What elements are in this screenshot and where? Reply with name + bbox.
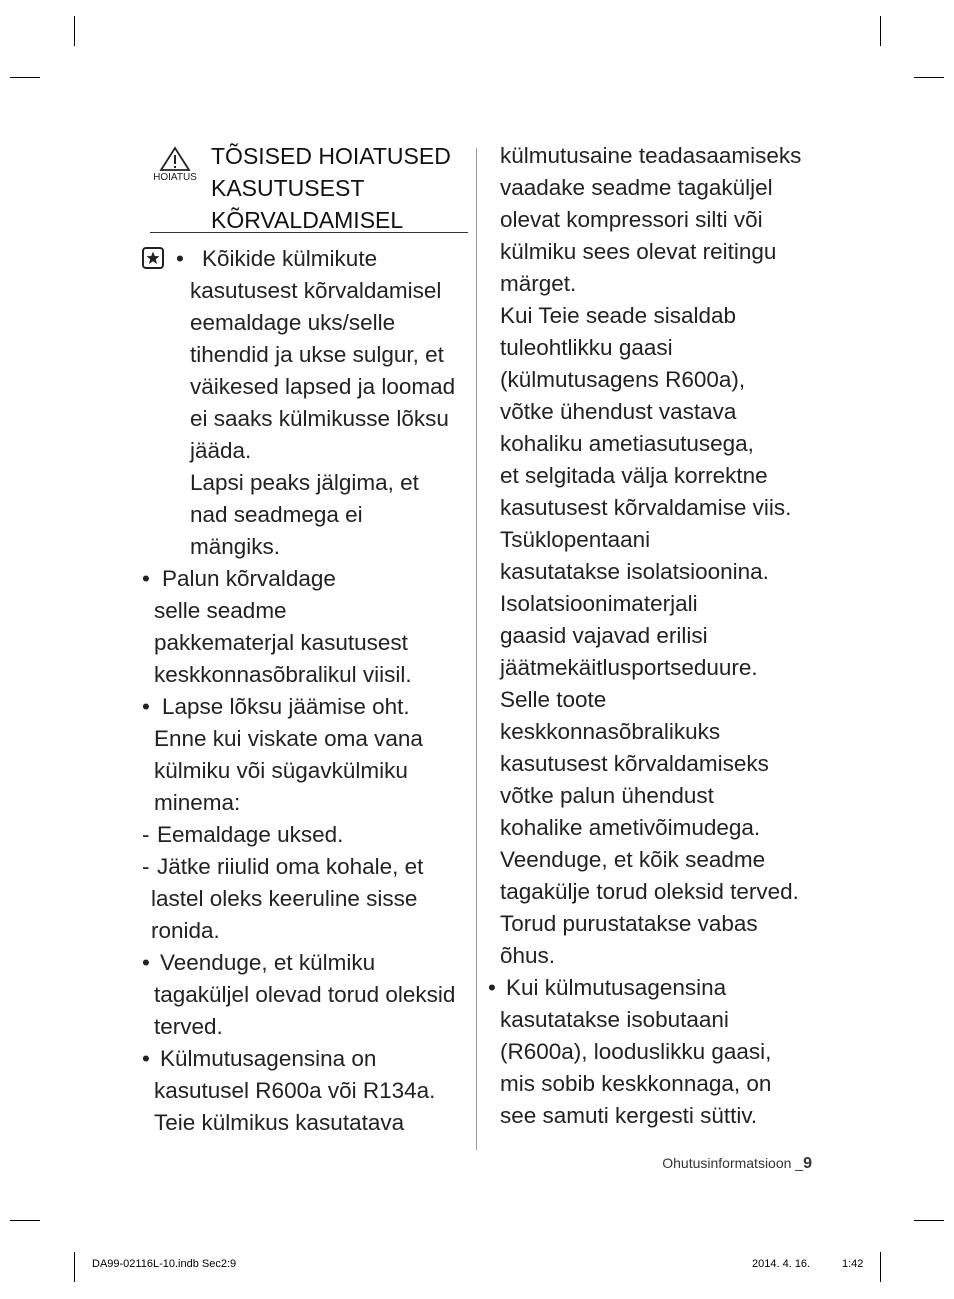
crop-mark	[914, 77, 944, 78]
text-line: Jätke riiulid oma kohale, et	[157, 854, 424, 879]
text-line: keskkonnasõbralikuks	[500, 719, 721, 744]
text-line: tagakülje torud oleksid terved.	[500, 879, 799, 904]
text-line: pakkematerjal kasutusest	[154, 630, 408, 655]
text-line: keskkonnasõbralikul viisil.	[154, 662, 412, 687]
text-line: kasutusest kõrvaldamisel	[190, 278, 442, 303]
dash-item	[142, 819, 468, 851]
text-line: Teie külmikus kasutatava	[154, 1110, 405, 1135]
text-line: Torud purustatakse vabas	[500, 911, 758, 936]
text-line: kohaliku ametiasutusega,	[500, 431, 754, 456]
crop-mark	[914, 1220, 944, 1221]
text-line: nad seadmega ei	[190, 502, 363, 527]
bullet-dot: •	[488, 975, 496, 1000]
text-line: külmiku sees olevat reitingu	[500, 239, 777, 264]
dash-mark: -	[142, 822, 150, 847]
text-line: Palun kõrvaldage	[162, 566, 336, 591]
continuation-paragraph	[500, 140, 830, 972]
crop-mark	[10, 77, 40, 78]
bullet-dot: •	[142, 950, 150, 975]
text-line: selle seadme	[154, 598, 287, 623]
text-line: kasutusest kõrvaldamise viis.	[500, 495, 792, 520]
text-line: terved.	[154, 1014, 223, 1039]
warning-header	[150, 140, 468, 233]
warning-title-line: TÕSISED HOIATUSED	[211, 143, 451, 169]
text-line: võtke ühendust vastava	[500, 399, 737, 424]
text-line: gaasid vajavad erilisi	[500, 623, 708, 648]
footer-section: Ohutusinformatsioon _	[662, 1155, 804, 1171]
crop-mark	[880, 16, 881, 46]
page-number: 9	[803, 1155, 812, 1172]
text-line: õhus.	[500, 943, 556, 968]
dash-mark: -	[142, 854, 150, 879]
text-line: eemaldage uks/selle	[190, 310, 396, 335]
text-line: Lapsi peaks jälgima, et	[190, 470, 419, 495]
text-line: väikesed lapsed ja loomad	[190, 374, 456, 399]
text-line: olevat kompressori silti või	[500, 207, 763, 232]
text-line: Veenduge, et kõik seadme	[500, 847, 766, 872]
text-line: võtke palun ühendust	[500, 783, 714, 808]
page-footer	[662, 1155, 812, 1173]
text-line: kohalike ametivõimudega.	[500, 815, 761, 840]
bullet-dot: •	[176, 246, 184, 271]
text-line: kasutatakse isolatsioonina.	[500, 559, 769, 584]
text-line: jääda.	[190, 438, 252, 463]
text-line: tagaküljel olevad torud oleksid	[154, 982, 456, 1007]
text-line: Külmutusagensina on	[160, 1046, 377, 1071]
text-line: mängiks.	[190, 534, 281, 559]
text-line: Kui Teie seade sisaldab	[500, 303, 736, 328]
text-line: kasutatakse isobutaani	[500, 1007, 729, 1032]
bullet-item	[142, 563, 468, 691]
bullet-item	[488, 972, 830, 1132]
text-line: ronida.	[151, 918, 220, 943]
text-line: et selgitada välja korrektne	[500, 463, 768, 488]
text-line: külmutusaine teadasaamiseks	[500, 143, 802, 168]
text-line: minema:	[154, 790, 241, 815]
slug-time: 1:42	[842, 1258, 864, 1270]
text-line: tuleohtlikku gaasi	[500, 335, 673, 360]
text-line: tihendid ja ukse sulgur, et	[190, 342, 444, 367]
text-line: Selle toote	[500, 687, 607, 712]
text-line: kasutusest kõrvaldamiseks	[500, 751, 769, 776]
bullet-item	[142, 691, 468, 819]
text-line: (R600a), looduslikku gaasi,	[500, 1039, 772, 1064]
text-line: mis sobib keskkonnaga, on	[500, 1071, 772, 1096]
warning-title-line: KASUTUSEST	[211, 175, 365, 201]
slug-file: DA99-02116L-10.indb Sec2:9	[92, 1258, 237, 1270]
star-bullet-item	[142, 243, 468, 563]
bullet-dot: •	[142, 566, 150, 591]
crop-mark	[74, 1252, 75, 1282]
text-line: Tsüklopentaani	[500, 527, 651, 552]
crop-mark	[10, 1220, 40, 1221]
text-line: kasutusel R600a või R134a.	[154, 1078, 436, 1103]
crop-mark	[880, 1252, 881, 1282]
text-line: lastel oleks keeruline sisse	[151, 886, 418, 911]
warning-triangle-icon	[158, 146, 192, 172]
warning-title-line: KÕRVALDAMISEL	[211, 207, 404, 233]
text-line: Lapse lõksu jäämise oht.	[162, 694, 410, 719]
text-line: Kui külmutusagensina	[506, 975, 727, 1000]
text-line: Veenduge, et külmiku	[160, 950, 376, 975]
bullet-dot: •	[142, 694, 150, 719]
text-line: külmiku või sügavkülmiku	[154, 758, 408, 783]
text-line: Kõikide külmikute	[202, 246, 378, 271]
crop-mark	[74, 16, 75, 46]
text-line: see samuti kergesti süttiv.	[500, 1103, 758, 1128]
bullet-item	[142, 1043, 468, 1139]
left-column	[142, 140, 468, 1139]
text-line: Enne kui viskate oma vana	[154, 726, 423, 751]
column-divider	[476, 148, 477, 1150]
slug-date: 2014. 4. 16.	[752, 1258, 811, 1270]
text-line: vaadake seadme tagaküljel	[500, 175, 773, 200]
bullet-dot: •	[142, 1046, 150, 1071]
text-line: märget.	[500, 271, 577, 296]
warning-title	[211, 140, 451, 236]
warning-label: HOIATUS	[153, 172, 197, 183]
text-line: ei saaks külmikusse lõksu	[190, 406, 449, 431]
bullet-item	[142, 947, 468, 1043]
text-line: Eemaldage uksed.	[157, 822, 344, 847]
text-line: (külmutusagens R600a),	[500, 367, 746, 392]
dash-item	[142, 851, 468, 947]
text-line: Isolatsioonimaterjali	[500, 591, 698, 616]
right-column	[488, 140, 830, 1132]
text-line: jäätmekäitlusportseduure.	[500, 655, 758, 680]
